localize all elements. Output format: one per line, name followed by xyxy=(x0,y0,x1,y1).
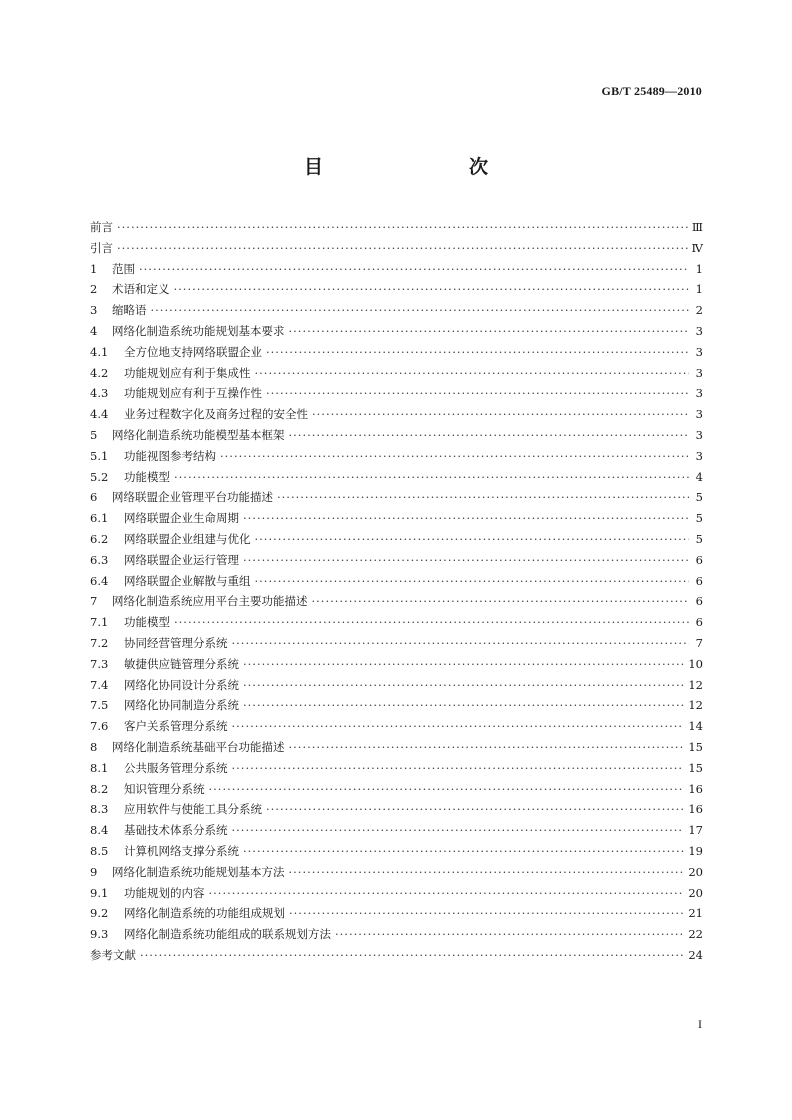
toc-entry-page: 2 xyxy=(695,303,703,318)
toc-entry-label: 参考文献 xyxy=(90,947,136,962)
toc-entry[interactable] xyxy=(90,342,703,363)
toc-entry-label: 应用软件与使能工具分系统 xyxy=(124,802,262,817)
toc-leader-dots xyxy=(289,862,685,883)
toc-entry-label: 网络联盟企业解散与重组 xyxy=(124,573,251,588)
toc-entry[interactable] xyxy=(90,259,703,280)
toc-entry-page: 3 xyxy=(695,344,703,359)
toc-entry-number: 9 xyxy=(90,864,98,879)
toc-entry-label: 网络化制造系统功能模型基本框架 xyxy=(112,427,285,442)
toc-entry-number: 8 xyxy=(90,739,98,754)
toc-leader-dots xyxy=(232,820,685,841)
toc-leader-dots xyxy=(335,924,684,945)
toc-leader-dots xyxy=(117,238,688,259)
toc-entry-label: 网络化制造系统的功能组成规划 xyxy=(124,906,285,921)
toc-entry[interactable] xyxy=(90,363,703,384)
toc-entry-page: 6 xyxy=(695,552,703,567)
toc-entry-page: 6 xyxy=(695,594,703,609)
toc-entry-label: 网络联盟企业生命周期 xyxy=(124,511,239,526)
toc-entry[interactable] xyxy=(90,675,703,696)
toc-entry-number: 7.4 xyxy=(90,677,109,692)
toc-leader-dots xyxy=(289,903,684,924)
toc-entry-number: 2 xyxy=(90,282,98,297)
toc-entry[interactable] xyxy=(90,841,703,862)
toc-entry-page: 3 xyxy=(695,407,703,422)
toc-entry[interactable] xyxy=(90,716,703,737)
toc-entry[interactable] xyxy=(90,321,703,342)
toc-entry-label: 敏捷供应链管理分系统 xyxy=(124,656,239,671)
toc-entry-label: 网络化制造系统功能规划基本要求 xyxy=(112,323,285,338)
toc-entry-label: 知识管理分系统 xyxy=(124,781,205,796)
toc-entry-page: 1 xyxy=(695,282,703,297)
toc-entry-label: 术语和定义 xyxy=(112,282,170,297)
page-number: I xyxy=(698,1017,702,1031)
toc-entry-number: 4.3 xyxy=(90,386,109,401)
toc-entry-number: 7.6 xyxy=(90,719,109,734)
toc-leader-dots xyxy=(289,737,685,758)
toc-entry-label: 网络联盟企业组建与优化 xyxy=(124,531,251,546)
toc-entry[interactable] xyxy=(90,404,703,425)
toc-leader-dots xyxy=(312,591,690,612)
toc-leader-dots xyxy=(117,217,688,238)
toc-entry[interactable] xyxy=(90,945,703,966)
toc-entry-label: 功能规划应有利于集成性 xyxy=(124,365,251,380)
toc-leader-dots xyxy=(255,529,690,550)
standard-code: GB/T 25489—2010 xyxy=(601,84,702,98)
toc-entry-page: 5 xyxy=(695,531,703,546)
toc-entry-label: 功能规划的内容 xyxy=(124,885,205,900)
toc-entry-number: 5.2 xyxy=(90,469,109,484)
toc-leader-dots xyxy=(266,799,684,820)
toc-entry-page: 5 xyxy=(695,490,703,505)
toc-entry-label: 计算机网络支撑分系统 xyxy=(124,843,239,858)
toc-entry-number: 7.3 xyxy=(90,656,109,671)
toc-entry[interactable] xyxy=(90,862,703,883)
toc-entry[interactable] xyxy=(90,217,703,238)
toc-entry-page: 12 xyxy=(688,677,703,692)
toc-entry-page: 10 xyxy=(688,656,703,671)
toc-entry-page: 3 xyxy=(695,323,703,338)
toc-entry-number: 9.1 xyxy=(90,885,109,900)
toc-leader-dots xyxy=(289,321,690,342)
toc-leader-dots xyxy=(266,383,689,404)
toc-leader-dots xyxy=(255,571,690,592)
toc-entry-number: 4 xyxy=(90,323,98,338)
toc-entry[interactable] xyxy=(90,467,703,488)
toc-entry[interactable] xyxy=(90,487,703,508)
toc-leader-dots xyxy=(232,633,690,654)
toc-leader-dots xyxy=(151,300,690,321)
toc-entry-label: 功能视图参考结构 xyxy=(124,448,216,463)
toc-entry[interactable] xyxy=(90,591,703,612)
toc-entry[interactable] xyxy=(90,758,703,779)
toc-entry-page: 16 xyxy=(688,802,703,817)
toc-entry-page: 22 xyxy=(688,927,703,942)
toc-entry-page: 20 xyxy=(688,885,703,900)
toc-entry[interactable] xyxy=(90,508,703,529)
toc-entry-page: 21 xyxy=(688,906,703,921)
toc-entry-label: 缩略语 xyxy=(112,303,147,318)
toc-entry[interactable] xyxy=(90,425,703,446)
toc-entry-page: 15 xyxy=(688,760,703,775)
toc-entry-number: 4.4 xyxy=(90,407,109,422)
toc-entry-page: 5 xyxy=(695,511,703,526)
toc-entry-label: 功能规划应有利于互操作性 xyxy=(124,386,262,401)
toc-entry-page: 3 xyxy=(695,386,703,401)
toc-entry-number: 7.2 xyxy=(90,635,109,650)
toc-entry[interactable] xyxy=(90,612,703,633)
toc-entry-page: 6 xyxy=(695,573,703,588)
toc-entry-number: 5 xyxy=(90,427,98,442)
toc-leader-dots xyxy=(243,841,684,862)
toc-entry-label: 引言 xyxy=(90,240,113,255)
toc-entry-number: 6 xyxy=(90,490,98,505)
toc-entry-label: 网络联盟企业管理平台功能描述 xyxy=(112,490,273,505)
toc-entry-page: Ⅳ xyxy=(691,240,703,255)
toc-entry-label: 协同经营管理分系统 xyxy=(124,635,228,650)
toc-entry[interactable] xyxy=(90,799,703,820)
toc-entry-number: 7.1 xyxy=(90,615,109,630)
toc-entry[interactable] xyxy=(90,924,703,945)
toc-entry-page: 15 xyxy=(688,739,703,754)
toc-leader-dots xyxy=(243,675,684,696)
toc-entry[interactable] xyxy=(90,383,703,404)
toc-entry-number: 4.2 xyxy=(90,365,109,380)
toc-entry-number: 9.3 xyxy=(90,927,109,942)
toc-entry-number: 4.1 xyxy=(90,344,109,359)
toc-entry-number: 6.1 xyxy=(90,511,109,526)
toc-leader-dots xyxy=(220,446,689,467)
toc-leader-dots xyxy=(209,883,685,904)
toc-leader-dots xyxy=(174,612,689,633)
toc-entry[interactable] xyxy=(90,238,703,259)
toc-entry-label: 网络联盟企业运行管理 xyxy=(124,552,239,567)
toc-entry-number: 5.1 xyxy=(90,448,109,463)
toc-entry-number: 7.5 xyxy=(90,698,109,713)
toc-entry[interactable] xyxy=(90,529,703,550)
toc-entry-page: 3 xyxy=(695,448,703,463)
toc-entry-label: 前言 xyxy=(90,220,113,234)
toc-entry[interactable] xyxy=(90,446,703,467)
toc-entry[interactable] xyxy=(90,633,703,654)
toc-entry-label: 网络化制造系统功能组成的联系规划方法 xyxy=(124,927,331,942)
toc-entry-number: 9.2 xyxy=(90,906,109,921)
toc-entry[interactable] xyxy=(90,779,703,800)
toc-entry-number: 8.1 xyxy=(90,760,109,775)
toc-entry-page: 3 xyxy=(695,427,703,442)
toc-leader-dots xyxy=(277,487,689,508)
toc-leader-dots xyxy=(255,363,690,384)
toc-entry-number: 8.2 xyxy=(90,781,109,796)
toc-entry-label: 网络化协同设计分系统 xyxy=(124,677,239,692)
toc-entry-number: 8.4 xyxy=(90,823,109,838)
toc-entry[interactable] xyxy=(90,279,703,300)
toc-entry[interactable] xyxy=(90,883,703,904)
toc-entry-label: 功能模型 xyxy=(124,469,170,484)
toc-entry[interactable] xyxy=(90,300,703,321)
toc-entry-page: 7 xyxy=(695,635,703,650)
toc-entry-label: 公共服务管理分系统 xyxy=(124,760,228,775)
toc-entry[interactable] xyxy=(90,550,703,571)
toc-entry-number: 6.2 xyxy=(90,531,109,546)
toc-entry-page: 20 xyxy=(688,864,703,879)
page-title: 目 次 xyxy=(303,156,524,178)
toc-entry-number: 6.3 xyxy=(90,552,109,567)
toc-leader-dots xyxy=(174,467,689,488)
toc-entry-label: 业务过程数字化及商务过程的安全性 xyxy=(124,407,308,422)
toc-entry[interactable] xyxy=(90,654,703,675)
toc-leader-dots xyxy=(209,779,685,800)
toc-entry-number: 6.4 xyxy=(90,573,109,588)
toc-entry-page: 1 xyxy=(695,261,703,276)
toc-entry-page: Ⅲ xyxy=(691,220,703,234)
toc-leader-dots xyxy=(174,279,690,300)
table-of-contents xyxy=(90,217,703,966)
toc-entry[interactable] xyxy=(90,820,703,841)
toc-leader-dots xyxy=(232,758,685,779)
toc-entry-page: 12 xyxy=(688,698,703,713)
toc-entry[interactable] xyxy=(90,737,703,758)
toc-leader-dots xyxy=(312,404,689,425)
toc-leader-dots xyxy=(289,425,690,446)
toc-entry-page: 16 xyxy=(688,781,703,796)
toc-entry-label: 全方位地支持网络联盟企业 xyxy=(124,344,262,359)
toc-entry-label: 网络化制造系统应用平台主要功能描述 xyxy=(112,594,308,609)
toc-leader-dots xyxy=(266,342,689,363)
toc-entry-label: 网络化制造系统功能规划基本方法 xyxy=(112,864,285,879)
toc-leader-dots xyxy=(243,695,684,716)
toc-entry-label: 功能模型 xyxy=(124,615,170,630)
toc-entry-number: 1 xyxy=(90,261,98,276)
toc-entry-number: 8.3 xyxy=(90,802,109,817)
toc-entry-number: 3 xyxy=(90,303,98,318)
toc-entry-label: 网络化协同制造分系统 xyxy=(124,698,239,713)
toc-leader-dots xyxy=(243,654,684,675)
toc-entry[interactable] xyxy=(90,903,703,924)
toc-entry-number: 7 xyxy=(90,594,98,609)
toc-leader-dots xyxy=(243,508,689,529)
toc-leader-dots xyxy=(243,550,689,571)
toc-entry-page: 3 xyxy=(695,365,703,380)
toc-entry-page: 6 xyxy=(695,615,703,630)
toc-entry-page: 4 xyxy=(695,469,703,484)
toc-entry-page: 17 xyxy=(688,823,703,838)
toc-entry[interactable] xyxy=(90,571,703,592)
toc-entry-label: 客户关系管理分系统 xyxy=(124,719,228,734)
toc-entry-label: 网络化制造系统基础平台功能描述 xyxy=(112,739,285,754)
toc-entry-page: 24 xyxy=(688,947,703,962)
toc-leader-dots xyxy=(232,716,685,737)
toc-entry-label: 基础技术体系分系统 xyxy=(124,823,228,838)
toc-entry-number: 8.5 xyxy=(90,843,109,858)
toc-entry-label: 范围 xyxy=(112,261,135,276)
toc-entry-page: 14 xyxy=(688,719,703,734)
toc-entry-page: 19 xyxy=(688,843,703,858)
toc-leader-dots xyxy=(139,259,689,280)
toc-leader-dots xyxy=(140,945,684,966)
toc-entry[interactable] xyxy=(90,695,703,716)
